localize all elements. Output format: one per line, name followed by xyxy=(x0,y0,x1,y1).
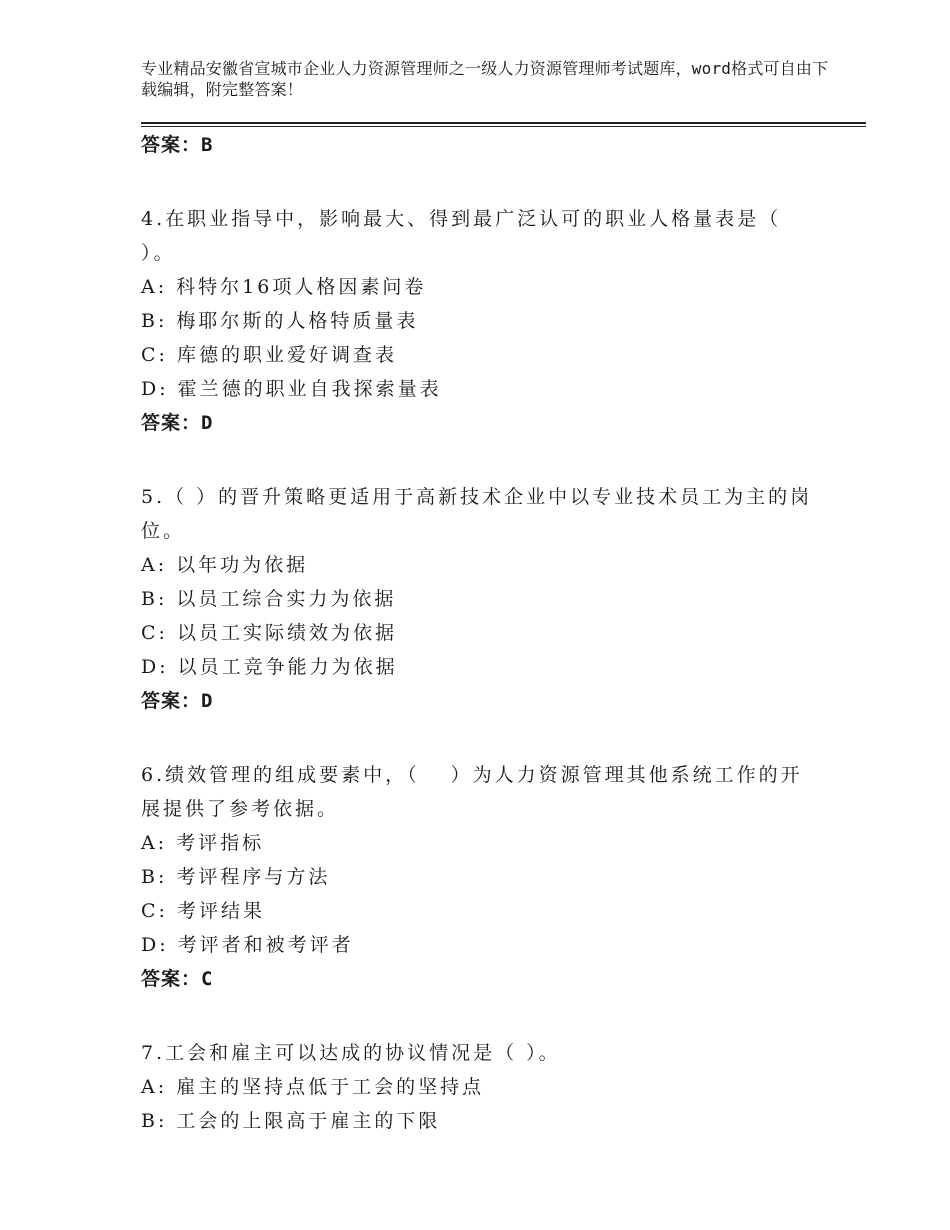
spacer xyxy=(141,996,821,1036)
answer-label: 答案：D xyxy=(141,412,214,434)
option-b: B: 以员工综合实力为依据 xyxy=(141,588,397,610)
question-item xyxy=(141,480,821,718)
header-title: 专业精品安徽省宣城市企业人力资源管理师之一级人力资源管理师考试题库，word格式可自由下载编辑，附完整答案！ xyxy=(141,59,829,99)
option-b: B: 考评程序与方法 xyxy=(141,866,331,888)
option-b: B: 梅耶尔斯的人格特质量表 xyxy=(141,310,419,332)
option-d: D: 考评者和被考评者 xyxy=(141,934,354,956)
option-d: D: 霍兰德的职业自我探索量表 xyxy=(141,378,442,400)
spacer xyxy=(141,718,821,758)
spacer xyxy=(141,440,821,480)
option-c: C: 库德的职业爱好调查表 xyxy=(141,344,397,366)
question-list xyxy=(141,128,821,1138)
option-c: C: 以员工实际绩效为依据 xyxy=(141,622,397,644)
question-item xyxy=(141,758,821,996)
option-a: A: 考评指标 xyxy=(141,832,265,854)
header-divider xyxy=(141,122,866,124)
option-d: D: 以员工竞争能力为依据 xyxy=(141,656,398,678)
question-text: 7.工会和雇主可以达成的协议情况是（ ）。 xyxy=(141,1042,561,1064)
option-a: A: 以年功为依据 xyxy=(141,554,309,576)
question-text: 6.绩效管理的组成要素中，（ ）为人力资源管理其他系统工作的开展提供了参考依据。 xyxy=(141,764,803,820)
answer-label: 答案：D xyxy=(141,690,214,712)
question-item xyxy=(141,1036,821,1138)
question-item xyxy=(141,202,821,440)
answer-label: 答案：B xyxy=(141,134,214,156)
question-text: 5.（ ）的晋升策略更适用于高新技术企业中以专业技术员工为主的岗位。 xyxy=(141,486,813,542)
option-b: B: 工会的上限高于雇主的下限 xyxy=(141,1110,441,1132)
spacer xyxy=(141,162,821,202)
answer-label: 答案：C xyxy=(141,968,214,990)
option-a: A: 科特尔16项人格因素问卷 xyxy=(141,276,427,298)
header-divider-thin xyxy=(141,126,866,127)
option-a: A: 雇主的坚持点低于工会的坚持点 xyxy=(141,1076,485,1098)
question-text: 4.在职业指导中，影响最大、得到最广泛认可的职业人格量表是（ ）。 xyxy=(141,208,782,264)
option-c: C: 考评结果 xyxy=(141,900,265,922)
document-header xyxy=(141,58,831,100)
